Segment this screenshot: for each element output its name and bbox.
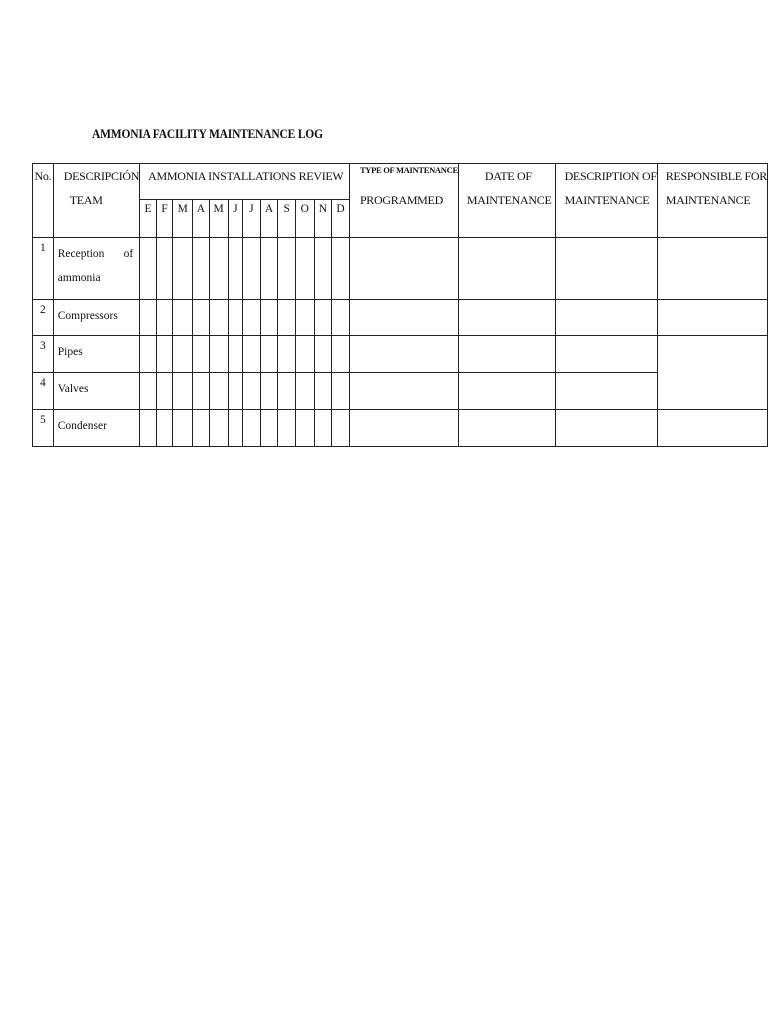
description-of-maintenance-header: DESCRIPTION OF MAINTENANCE xyxy=(555,164,657,238)
month-cell[interactable] xyxy=(314,238,332,300)
month-cell[interactable] xyxy=(332,238,350,300)
month-cell[interactable] xyxy=(332,300,350,336)
month-cell[interactable] xyxy=(173,373,193,410)
month-cell[interactable] xyxy=(209,410,228,447)
month-cell[interactable] xyxy=(314,300,332,336)
table-row xyxy=(33,336,768,373)
month-cell[interactable] xyxy=(228,373,243,410)
month-feb: F xyxy=(156,200,173,238)
month-cell[interactable] xyxy=(209,373,228,410)
month-cell[interactable] xyxy=(193,300,210,336)
row-item-word: Reception xyxy=(57,248,105,260)
month-cell[interactable] xyxy=(173,410,193,447)
maintenance-log-table xyxy=(32,163,768,447)
row-number: 1 xyxy=(33,238,54,300)
month-cell[interactable] xyxy=(140,336,157,373)
month-cell[interactable] xyxy=(156,336,173,373)
responsible-cell[interactable] xyxy=(657,238,767,300)
month-cell[interactable] xyxy=(332,336,350,373)
month-cell[interactable] xyxy=(260,238,278,300)
type-cell[interactable] xyxy=(349,300,458,336)
month-cell[interactable] xyxy=(228,300,243,336)
table-row xyxy=(33,410,768,447)
month-mar: M xyxy=(173,200,193,238)
month-cell[interactable] xyxy=(243,410,261,447)
month-cell[interactable] xyxy=(314,373,332,410)
month-cell[interactable] xyxy=(295,238,314,300)
table-row xyxy=(33,238,768,300)
month-cell[interactable] xyxy=(260,336,278,373)
date-cell[interactable] xyxy=(458,238,555,300)
month-cell[interactable] xyxy=(278,336,296,373)
date-cell[interactable] xyxy=(458,373,555,410)
month-jul: J xyxy=(243,200,261,238)
document-title: AMMONIA FACILITY MAINTENANCE LOG xyxy=(92,127,323,141)
description-cell[interactable] xyxy=(555,238,657,300)
row-number: 3 xyxy=(33,336,54,373)
month-cell[interactable] xyxy=(260,373,278,410)
month-may: M xyxy=(209,200,228,238)
date-cell[interactable] xyxy=(458,410,555,447)
month-cell[interactable] xyxy=(209,300,228,336)
responsible-cell[interactable] xyxy=(657,300,767,336)
row-item xyxy=(53,238,139,300)
month-cell[interactable] xyxy=(278,410,296,447)
month-nov: N xyxy=(314,200,332,238)
month-cell[interactable] xyxy=(140,300,157,336)
month-cell[interactable] xyxy=(209,336,228,373)
row-item: Compressors xyxy=(53,300,139,336)
row-number: 4 xyxy=(33,373,54,410)
type-cell[interactable] xyxy=(349,336,458,373)
row-item: Condenser xyxy=(53,410,139,447)
month-jun: J xyxy=(228,200,243,238)
month-dec: D xyxy=(332,200,350,238)
month-cell[interactable] xyxy=(193,238,210,300)
month-cell[interactable] xyxy=(140,410,157,447)
month-cell[interactable] xyxy=(314,410,332,447)
month-cell[interactable] xyxy=(173,300,193,336)
month-cell[interactable] xyxy=(209,238,228,300)
month-cell[interactable] xyxy=(295,300,314,336)
month-cell[interactable] xyxy=(173,238,193,300)
month-cell[interactable] xyxy=(243,300,261,336)
month-cell[interactable] xyxy=(295,336,314,373)
month-cell[interactable] xyxy=(314,336,332,373)
month-cell[interactable] xyxy=(332,410,350,447)
installations-review-header: AMMONIA INSTALLATIONS REVIEW xyxy=(140,164,350,200)
month-cell[interactable] xyxy=(260,410,278,447)
row-item-line: ammonia xyxy=(57,272,101,284)
month-cell[interactable] xyxy=(243,238,261,300)
description-cell[interactable] xyxy=(555,336,657,373)
month-aug: A xyxy=(260,200,278,238)
row-number: 2 xyxy=(33,300,54,336)
month-cell[interactable] xyxy=(243,373,261,410)
month-cell[interactable] xyxy=(156,373,173,410)
no-header: No. xyxy=(33,164,54,238)
description-team-header: DESCRIPCIÓN TEAM xyxy=(53,164,139,238)
month-cell[interactable] xyxy=(228,410,243,447)
description-cell[interactable] xyxy=(555,410,657,447)
month-cell[interactable] xyxy=(193,410,210,447)
month-cell[interactable] xyxy=(173,336,193,373)
month-sep: S xyxy=(278,200,296,238)
month-cell[interactable] xyxy=(193,336,210,373)
month-cell[interactable] xyxy=(228,336,243,373)
month-oct: O xyxy=(295,200,314,238)
description-cell[interactable] xyxy=(555,300,657,336)
table-row xyxy=(33,300,768,336)
month-cell[interactable] xyxy=(156,238,173,300)
month-cell[interactable] xyxy=(140,238,157,300)
type-of-maintenance-header: TYPE OF MAINTENANCE PROGRAMMED xyxy=(349,164,458,238)
row-item: Valves xyxy=(53,373,139,410)
date-of-maintenance-header: DATE OF MAINTENANCE xyxy=(458,164,555,238)
month-cell[interactable] xyxy=(243,336,261,373)
row-item-word: of xyxy=(123,248,134,260)
row-number: 5 xyxy=(33,410,54,447)
month-cell[interactable] xyxy=(228,238,243,300)
month-cell[interactable] xyxy=(156,410,173,447)
month-jan: E xyxy=(140,200,157,238)
month-cell[interactable] xyxy=(140,373,157,410)
date-cell[interactable] xyxy=(458,336,555,373)
type-cell[interactable] xyxy=(349,238,458,300)
responsible-header: RESPONSIBLE FOR MAINTENANCE xyxy=(657,164,767,238)
responsible-cell[interactable] xyxy=(657,410,767,447)
month-cell[interactable] xyxy=(332,373,350,410)
month-cell[interactable] xyxy=(278,373,296,410)
responsible-cell[interactable] xyxy=(657,336,767,410)
month-cell[interactable] xyxy=(278,300,296,336)
type-cell[interactable] xyxy=(349,410,458,447)
month-apr: A xyxy=(193,200,210,238)
month-cell[interactable] xyxy=(156,300,173,336)
month-cell[interactable] xyxy=(278,238,296,300)
description-cell[interactable] xyxy=(555,373,657,410)
month-cell[interactable] xyxy=(193,373,210,410)
header-row xyxy=(33,164,768,200)
month-cell[interactable] xyxy=(260,300,278,336)
date-cell[interactable] xyxy=(458,300,555,336)
month-cell[interactable] xyxy=(295,410,314,447)
row-item: Pipes xyxy=(53,336,139,373)
type-cell[interactable] xyxy=(349,373,458,410)
month-cell[interactable] xyxy=(295,373,314,410)
